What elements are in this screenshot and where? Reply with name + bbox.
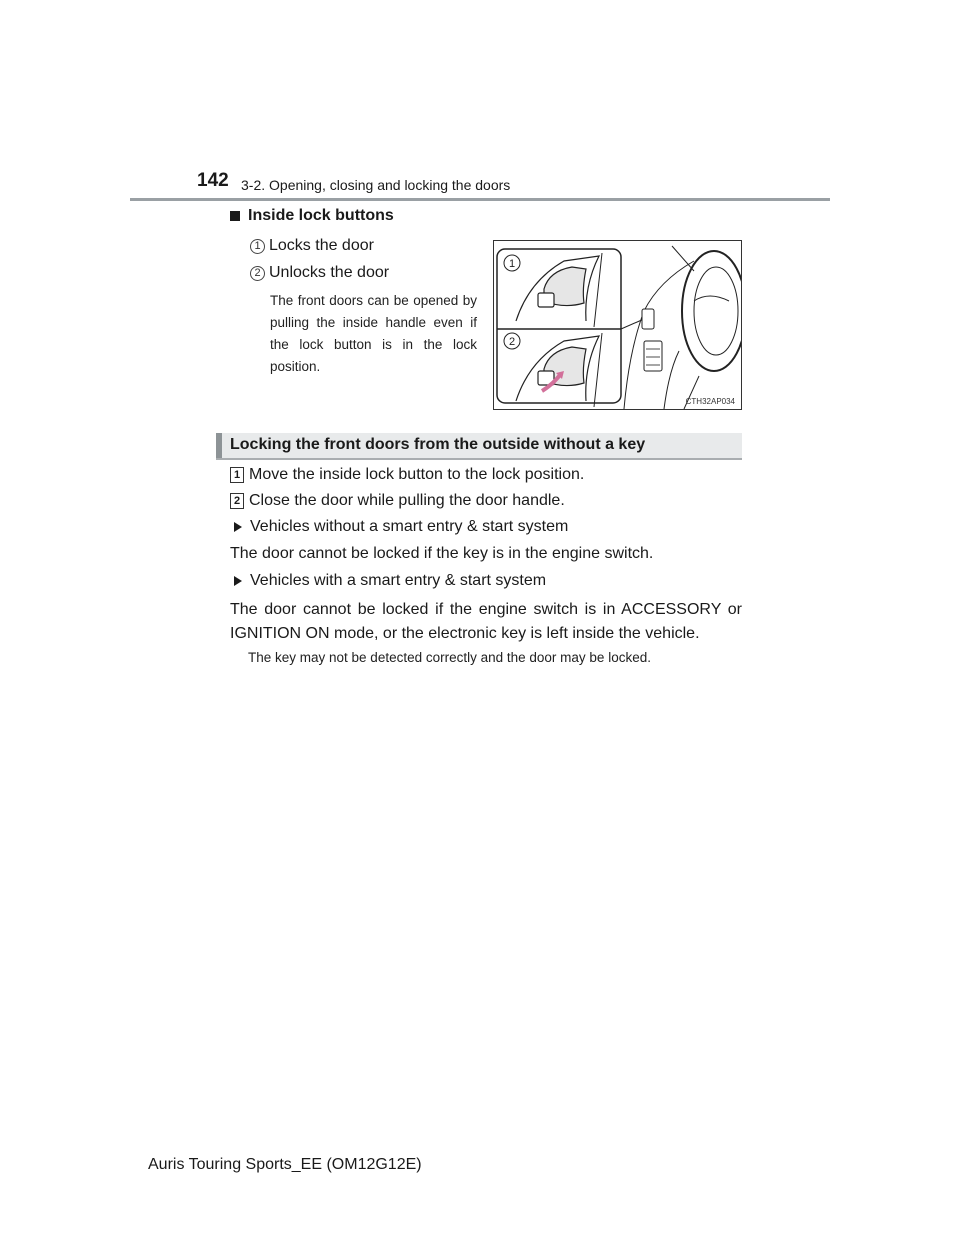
step-text: Close the door while pulling the door handle. [249,492,565,509]
step-number-box: 2 [230,493,244,509]
section-title-bar [216,433,742,460]
inside-lock-heading-text: Inside lock buttons [248,207,394,224]
step-text: Move the inside lock button to the lock position. [249,466,585,483]
section-bar-accent [216,433,222,458]
variant-1-text: The door cannot be locked if the key is in the engine switch. [230,545,654,562]
item-label: Unlocks the door [269,264,390,281]
section-title-text: Locking the front doors from the outside without a key [230,436,646,453]
inside-lock-item-1 [250,237,374,255]
section-title: 3-2. Opening, closing and locking the doors [241,177,511,193]
step-number-box: 1 [230,467,244,483]
figure-code: CTH32AP034 [685,397,735,406]
variant-2-label-text: Vehicles with a smart entry & start system [250,572,547,589]
item-label: Locks the door [269,237,374,254]
inside-lock-heading [230,207,394,225]
door-lock-illustration [493,240,742,410]
car-interior-drawing [494,241,741,409]
inside-lock-note: The front doors can be opened by pulling the inside handle even if the lock button is in the lock position. [270,293,477,374]
triangle-bullet-icon [234,576,242,586]
triangle-bullet-icon [234,522,242,532]
header-divider [130,198,830,201]
inside-lock-item-2 [250,264,389,282]
footer-text: Auris Touring Sports_EE (OM12G12E) [148,1156,422,1173]
callout-number: 2 [250,266,265,281]
variant-2-label [234,572,546,590]
callout-2-label: 2 [508,336,516,348]
step-2 [230,492,565,510]
callout-1-label: 1 [508,258,516,270]
square-bullet-icon [230,211,240,221]
callout-number: 1 [250,239,265,254]
variant-2-text: The door cannot be locked if the engine switch is in ACCESSORY or IGNITION ON mode, or the electronic key is left inside the vehicle. [230,601,742,642]
page-number: 142 [197,170,229,191]
variant-1-label-text: Vehicles without a smart entry & start system [250,518,569,535]
step-1 [230,466,584,484]
key-detection-note: The key may not be detected correctly and the door may be locked. [248,650,651,665]
variant-1-label [234,518,568,536]
